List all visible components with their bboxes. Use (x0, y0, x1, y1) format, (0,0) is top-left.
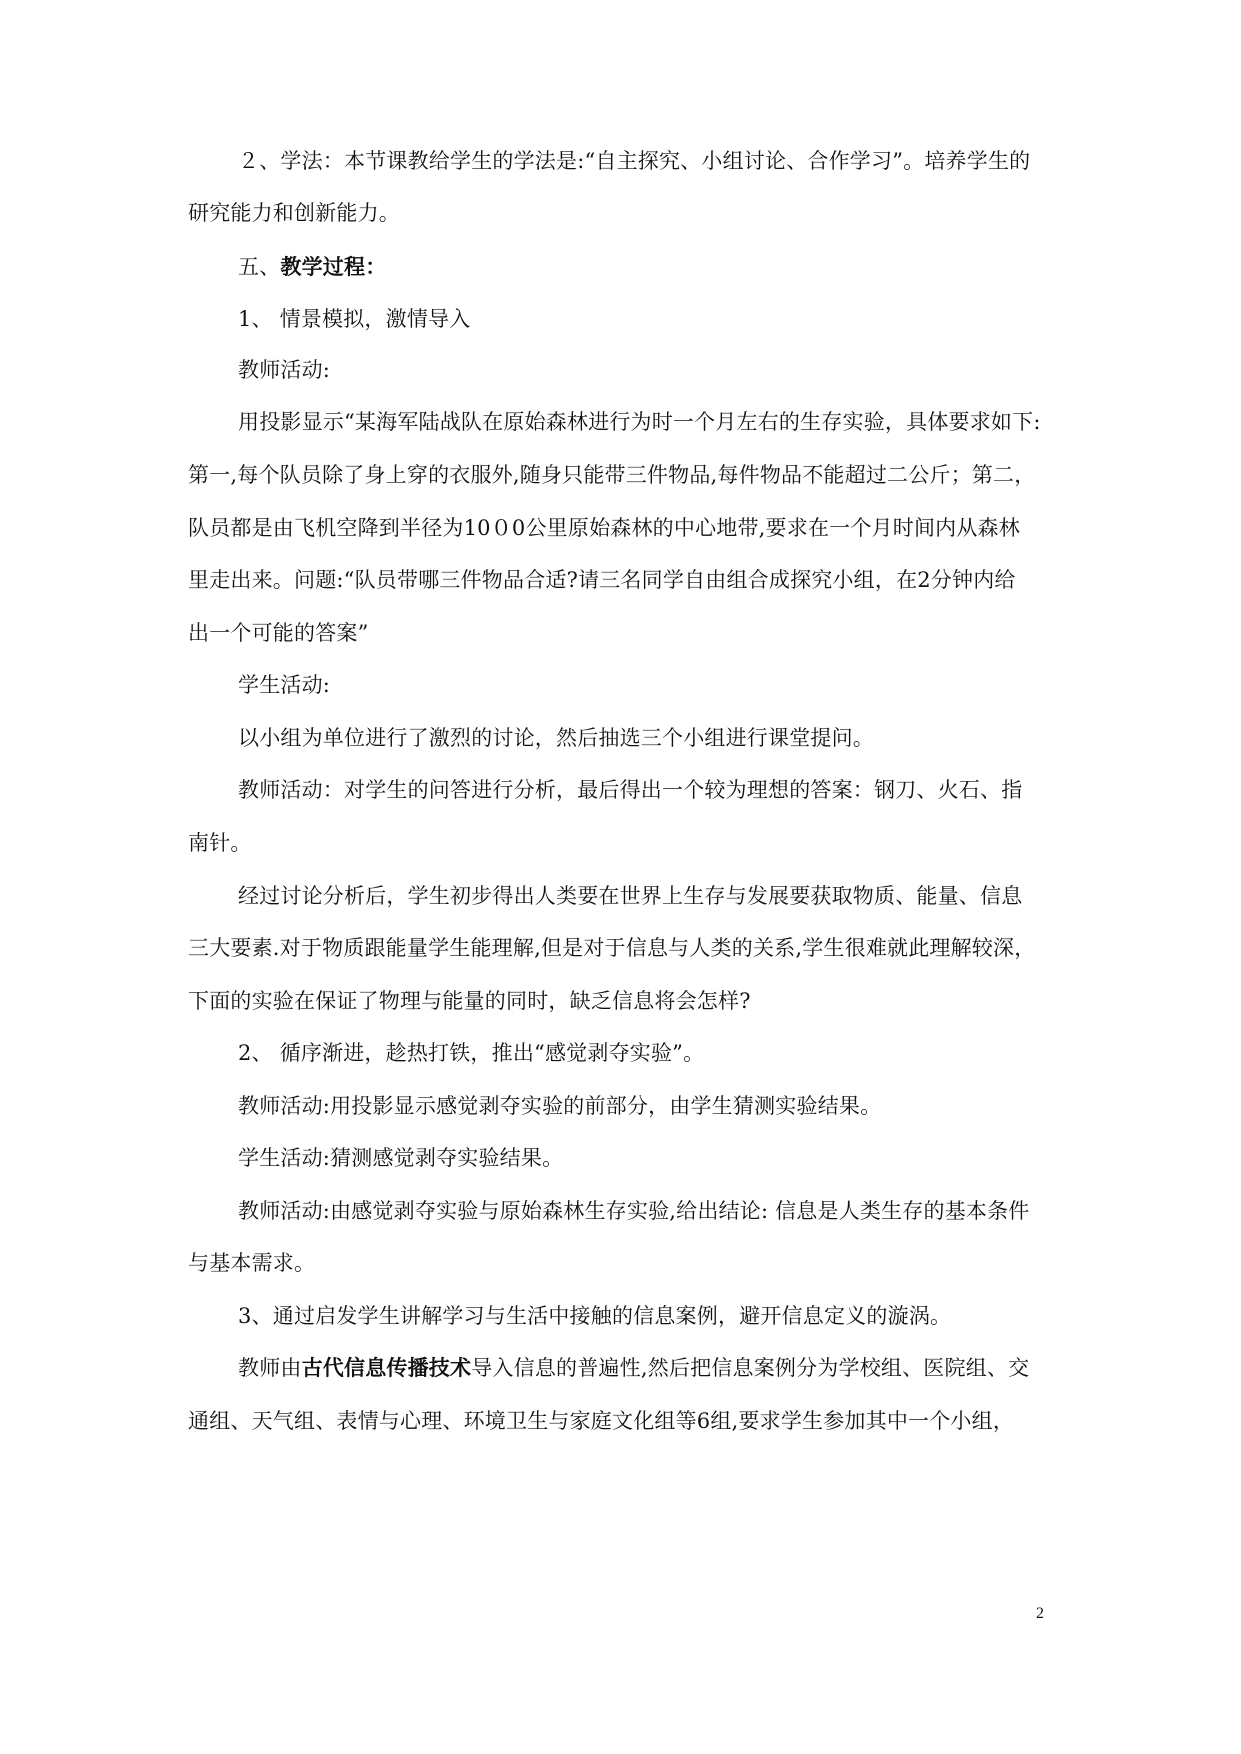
teacher-activity-label: 教师活动: (238, 358, 331, 382)
student-activity-label: 学生活动: (238, 673, 331, 697)
paragraph-study-method-line-1: ２、学法：本节课教给学生的学法是:“自主探究、小组讨论、合作学习”。培养学生的 (238, 149, 1031, 173)
experiment-paragraph-line-1: 用投影显示“某海军陆战队在原始森林进行为时一个月左右的生存实验，具体要求如下: (238, 410, 1041, 434)
paragraph-study-method-line-2: 研究能力和创新能力。 (188, 201, 400, 225)
info-cases-lead: 教师由 (238, 1356, 302, 1380)
teacher-analysis-line-2: 南针。 (188, 831, 252, 855)
experiment-paragraph-line-5: 出一个可能的答案” (188, 621, 369, 645)
student-activity-guess: 学生活动:猜测感觉剥夺实验结果。 (238, 1146, 564, 1170)
discussion-result-line-3: 下面的实验在保证了物理与能量的同时，缺乏信息将会怎样? (188, 989, 751, 1013)
step-1-heading: 1、 情景模拟，激情导入 (238, 307, 471, 331)
experiment-paragraph-line-2: 第一,每个队员除了身上穿的衣服外,随身只能带三件物品,每件物品不能超过二公斤；第二， (188, 463, 1036, 487)
group-discussion-paragraph: 以小组为单位进行了激烈的讨论，然后抽选三个小组进行课堂提问。 (238, 726, 874, 750)
teacher-conclusion-line-1: 教师活动:由感觉剥夺实验与原始森林生存实验,给出结论: 信息是人类生存的基本条件 (238, 1199, 1030, 1223)
step-3-heading: 3、通过启发学生讲解学习与生活中接触的信息案例，避开信息定义的漩涡。 (238, 1304, 952, 1328)
section-number: 五、 (238, 255, 281, 279)
info-cases-line-2: 通组、天气组、表情与心理、环境卫生与家庭文化组等6组,要求学生参加其中一个小组， (188, 1409, 1015, 1433)
info-cases-line-1 (238, 1355, 1098, 1381)
teacher-activity-projection: 教师活动:用投影显示感觉剥夺实验的前部分，由学生猜测实验结果。 (238, 1094, 882, 1118)
step-2-heading: 2、 循序渐进，趁热打铁，推出“感觉剥夺实验”。 (238, 1041, 705, 1065)
discussion-result-line-1: 经过讨论分析后，学生初步得出人类要在世界上生存与发展要获取物质、能量、信息 (238, 884, 1023, 908)
section-heading (238, 254, 1098, 280)
experiment-paragraph-line-3: 队员都是由飞机空降到半径为10０0公里原始森林的中心地带,要求在一个月时间内从森林 (188, 516, 1020, 540)
teacher-analysis-line-1: 教师活动：对学生的问答进行分析，最后得出一个较为理想的答案：钢刀、火石、指 (238, 778, 1023, 802)
page-number: 2 (1036, 1605, 1044, 1622)
section-title: 教学过程： (280, 254, 387, 279)
discussion-result-line-2: 三大要素.对于物质跟能量学生能理解,但是对于信息与人类的关系,学生很难就此理解较深， (188, 936, 1036, 960)
info-cases-rest: 导入信息的普遍性,然后把信息案例分为学校组、医院组、交 (471, 1356, 1030, 1380)
ancient-info-tech-link-text: 古代信息传播技术 (301, 1355, 472, 1380)
teacher-conclusion-line-2: 与基本需求。 (188, 1251, 316, 1275)
experiment-paragraph-line-4: 里走出来。问题:“队员带哪三件物品合适?请三名同学自由组合成探究小组，在2分钟内给 (188, 568, 1016, 592)
